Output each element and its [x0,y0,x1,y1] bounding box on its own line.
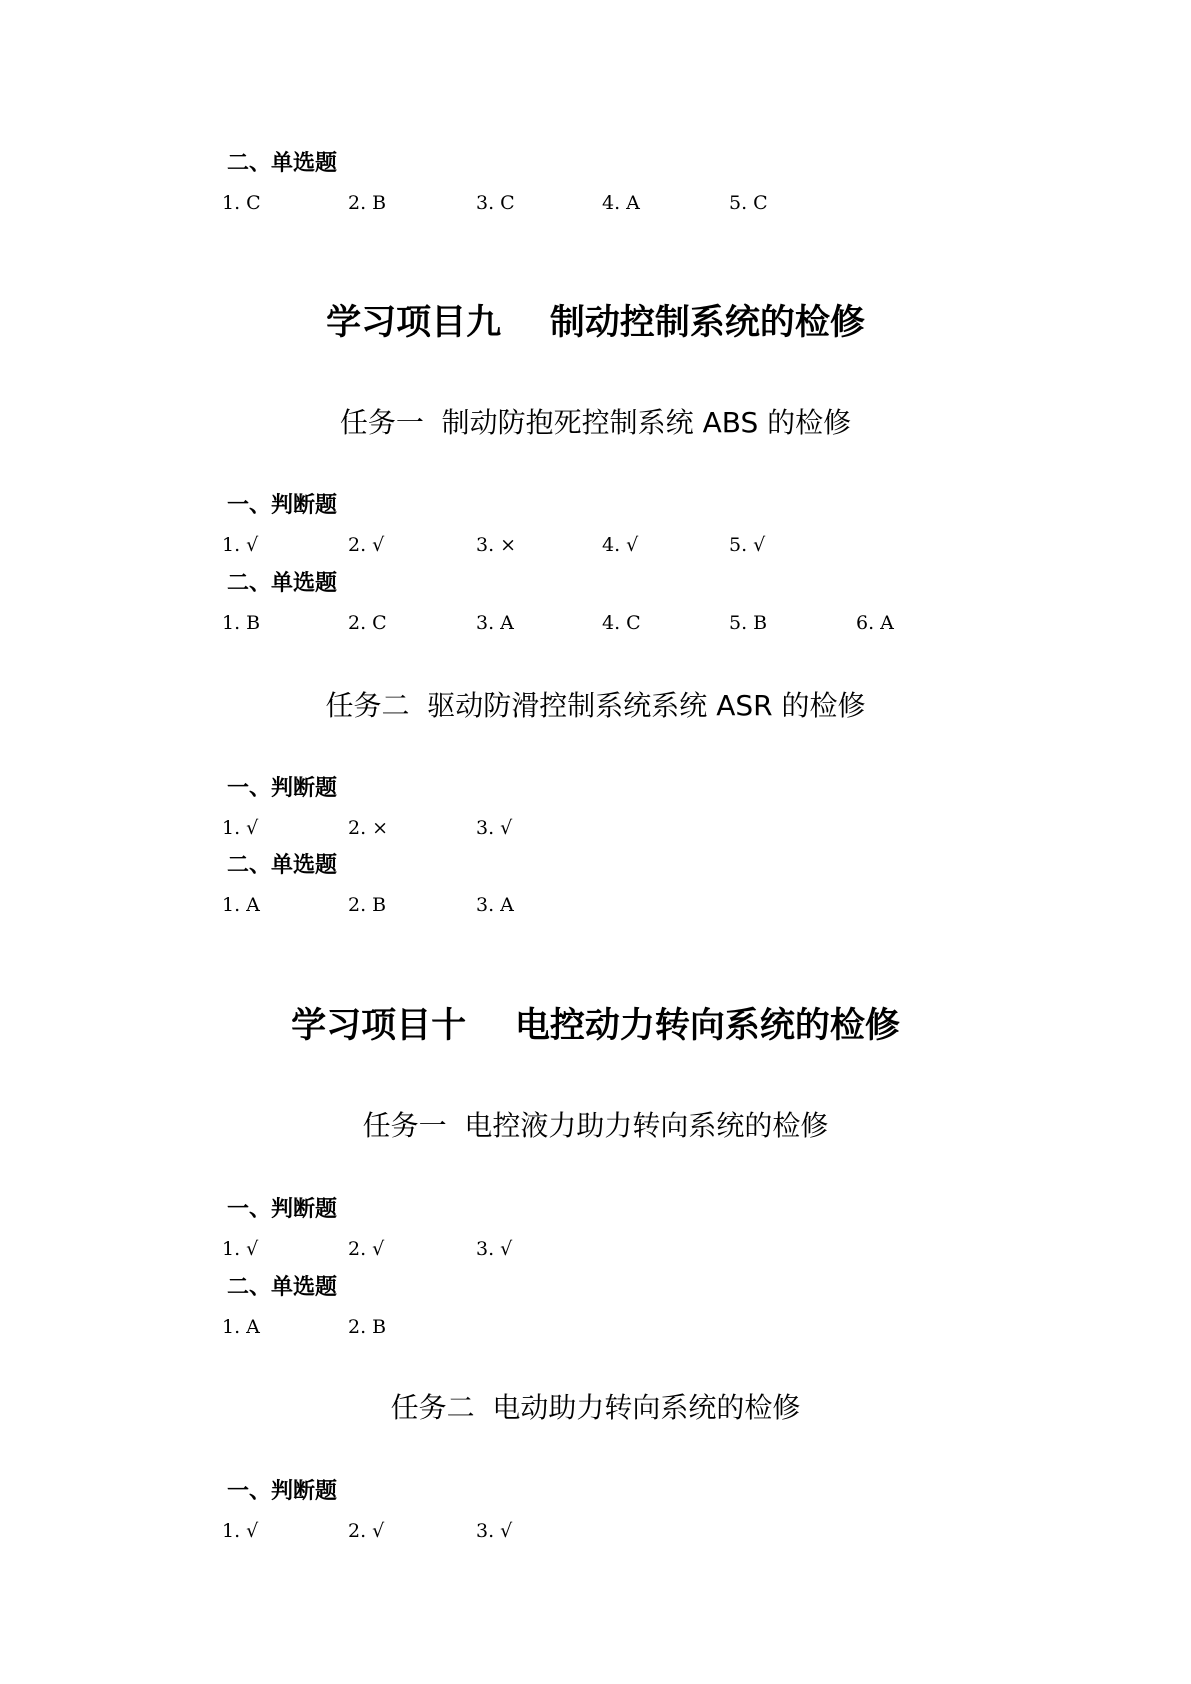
judge-heading: 一、判断题 [227,1197,338,1222]
answer: 2. √ [348,1520,385,1542]
judge-heading: 一、判断题 [227,493,338,518]
answer: 2. × [348,817,389,839]
single-choice-heading: 二、单选题 [227,1275,338,1300]
answer: 4. C [602,612,641,634]
answer: 1. A [222,1316,260,1338]
answer: 3. √ [476,1238,513,1260]
judge-heading: 一、判断题 [227,1479,338,1504]
answer: 2. B [348,894,387,916]
answer: 1. √ [222,1520,259,1542]
answer: 3. A [476,612,514,634]
answer: 3. √ [476,817,513,839]
answer: 3. C [476,192,515,214]
answer: 3. × [476,534,517,556]
task-title: 任务二 电动助力转向系统的检修 [390,1391,801,1424]
answer: 4. A [602,192,640,214]
answer: 4. √ [602,534,639,556]
answer: 3. √ [476,1520,513,1542]
single-choice-heading: 二、单选题 [227,151,338,176]
answer: 2. B [348,192,387,214]
task-title: 任务一 制动防抱死控制系统 ABS 的检修 [339,406,852,439]
answer: 3. A [476,894,514,916]
answer: 1. √ [222,1238,259,1260]
answer: 5. C [729,192,768,214]
answer: 2. B [348,1316,387,1338]
answer: 2. √ [348,534,385,556]
answer: 5. √ [729,534,766,556]
answer: 2. C [348,612,387,634]
task-title: 任务二 驱动防滑控制系统系统 ASR 的检修 [325,689,866,722]
task-title: 任务一 电控液力助力转向系统的检修 [362,1109,829,1142]
answer: 2. √ [348,1238,385,1260]
single-choice-heading: 二、单选题 [227,571,338,596]
project-title: 学习项目九 制动控制系统的检修 [326,303,865,343]
answer: 6. A [856,612,894,634]
single-choice-heading: 二、单选题 [227,853,338,878]
answer: 1. A [222,894,260,916]
answer: 1. √ [222,817,259,839]
answer: 5. B [729,612,768,634]
answer: 1. B [222,612,261,634]
answer: 1. √ [222,534,259,556]
judge-heading: 一、判断题 [227,776,338,801]
answer: 1. C [222,192,261,214]
project-title: 学习项目十 电控动力转向系统的检修 [291,1006,900,1046]
